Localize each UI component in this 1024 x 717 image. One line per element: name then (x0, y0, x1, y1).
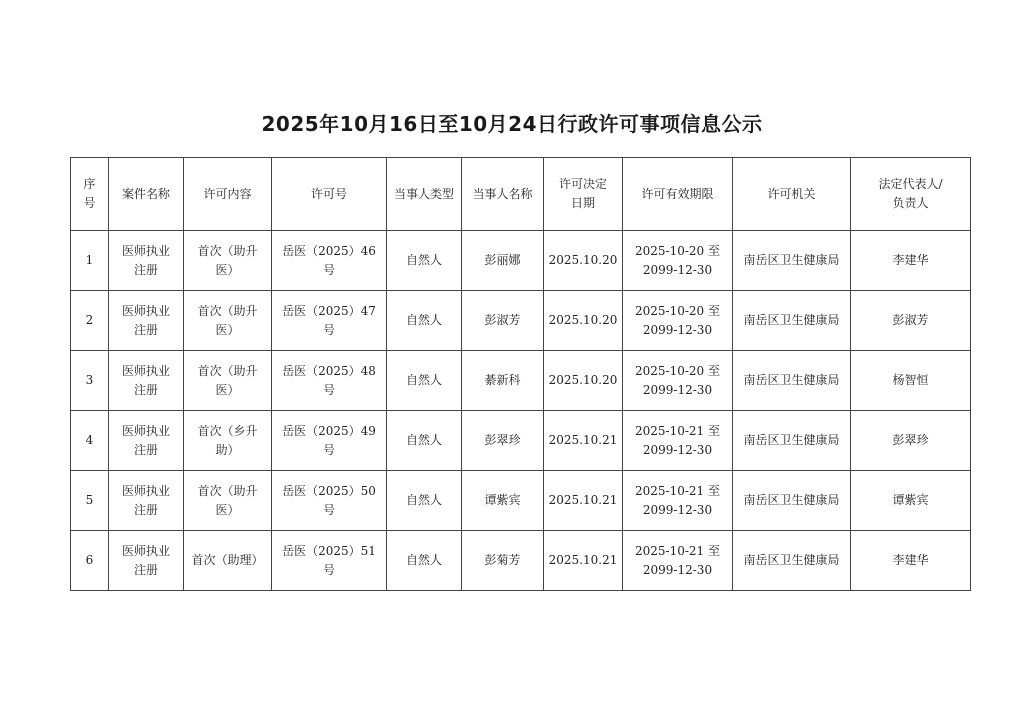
cell-party-type: 自然人 (387, 231, 462, 291)
cell-party-name: 綦新科 (462, 351, 544, 411)
cell-validity-period: 2025-10-21 至 2099-12-30 (623, 411, 733, 471)
column-header-party-name: 当事人名称 (462, 158, 544, 231)
cell-party-name: 彭翠珍 (462, 411, 544, 471)
cell-legal-representative: 谭紫宾 (851, 471, 971, 531)
cell-party-name: 彭淑芳 (462, 291, 544, 351)
cell-party-type: 自然人 (387, 471, 462, 531)
cell-permit-content: 首次（助升 医） (184, 471, 272, 531)
cell-case-name: 医师执业 注册 (109, 531, 184, 591)
cell-validity-period: 2025-10-20 至 2099-12-30 (623, 231, 733, 291)
cell-permit-content: 首次（助升 医） (184, 291, 272, 351)
column-header-index: 序 号 (71, 158, 109, 231)
cell-decision-date: 2025.10.21 (544, 411, 623, 471)
cell-index: 4 (71, 411, 109, 471)
table-row (71, 531, 971, 591)
cell-decision-date: 2025.10.20 (544, 231, 623, 291)
cell-permit-content: 首次（助升 医） (184, 231, 272, 291)
permit-table (70, 157, 971, 591)
cell-party-type: 自然人 (387, 531, 462, 591)
cell-decision-date: 2025.10.20 (544, 351, 623, 411)
column-header-permit-content: 许可内容 (184, 158, 272, 231)
cell-decision-date: 2025.10.20 (544, 291, 623, 351)
table-row (71, 231, 971, 291)
cell-index: 5 (71, 471, 109, 531)
cell-validity-period: 2025-10-21 至 2099-12-30 (623, 471, 733, 531)
table-row (71, 291, 971, 351)
cell-party-type: 自然人 (387, 411, 462, 471)
cell-permit-number: 岳医（2025）49 号 (272, 411, 387, 471)
cell-legal-representative: 李建华 (851, 531, 971, 591)
cell-index: 1 (71, 231, 109, 291)
cell-decision-date: 2025.10.21 (544, 531, 623, 591)
table-row (71, 471, 971, 531)
cell-legal-representative: 杨智恒 (851, 351, 971, 411)
cell-authority: 南岳区卫生健康局 (733, 531, 851, 591)
cell-party-name: 彭菊芳 (462, 531, 544, 591)
table-row (71, 351, 971, 411)
cell-validity-period: 2025-10-20 至 2099-12-30 (623, 291, 733, 351)
cell-party-type: 自然人 (387, 351, 462, 411)
column-header-decision-date: 许可决定 日期 (544, 158, 623, 231)
cell-index: 3 (71, 351, 109, 411)
cell-case-name: 医师执业 注册 (109, 231, 184, 291)
cell-case-name: 医师执业 注册 (109, 351, 184, 411)
cell-legal-representative: 彭翠珍 (851, 411, 971, 471)
cell-case-name: 医师执业 注册 (109, 291, 184, 351)
column-header-validity-period: 许可有效期限 (623, 158, 733, 231)
cell-authority: 南岳区卫生健康局 (733, 291, 851, 351)
cell-validity-period: 2025-10-20 至 2099-12-30 (623, 351, 733, 411)
cell-authority: 南岳区卫生健康局 (733, 411, 851, 471)
cell-party-type: 自然人 (387, 291, 462, 351)
cell-permit-number: 岳医（2025）48 号 (272, 351, 387, 411)
cell-permit-content: 首次（乡升 助） (184, 411, 272, 471)
column-header-permit-number: 许可号 (272, 158, 387, 231)
page-title: 2025年10月16日至10月24日行政许可事项信息公示 (261, 112, 763, 136)
column-header-case-name: 案件名称 (109, 158, 184, 231)
cell-permit-number: 岳医（2025）46 号 (272, 231, 387, 291)
cell-index: 2 (71, 291, 109, 351)
cell-case-name: 医师执业 注册 (109, 471, 184, 531)
cell-legal-representative: 李建华 (851, 231, 971, 291)
cell-permit-number: 岳医（2025）50 号 (272, 471, 387, 531)
cell-index: 6 (71, 531, 109, 591)
table-header-row (71, 158, 971, 231)
cell-authority: 南岳区卫生健康局 (733, 351, 851, 411)
cell-decision-date: 2025.10.21 (544, 471, 623, 531)
cell-authority: 南岳区卫生健康局 (733, 471, 851, 531)
cell-permit-number: 岳医（2025）47 号 (272, 291, 387, 351)
cell-authority: 南岳区卫生健康局 (733, 231, 851, 291)
cell-party-name: 彭丽娜 (462, 231, 544, 291)
cell-validity-period: 2025-10-21 至 2099-12-30 (623, 531, 733, 591)
table-row (71, 411, 971, 471)
column-header-party-type: 当事人类型 (387, 158, 462, 231)
column-header-legal-representative: 法定代表人/ 负责人 (851, 158, 971, 231)
cell-party-name: 谭紫宾 (462, 471, 544, 531)
cell-permit-content: 首次（助理） (184, 531, 272, 591)
cell-legal-representative: 彭淑芳 (851, 291, 971, 351)
cell-case-name: 医师执业 注册 (109, 411, 184, 471)
cell-permit-number: 岳医（2025）51 号 (272, 531, 387, 591)
cell-permit-content: 首次（助升 医） (184, 351, 272, 411)
column-header-authority: 许可机关 (733, 158, 851, 231)
